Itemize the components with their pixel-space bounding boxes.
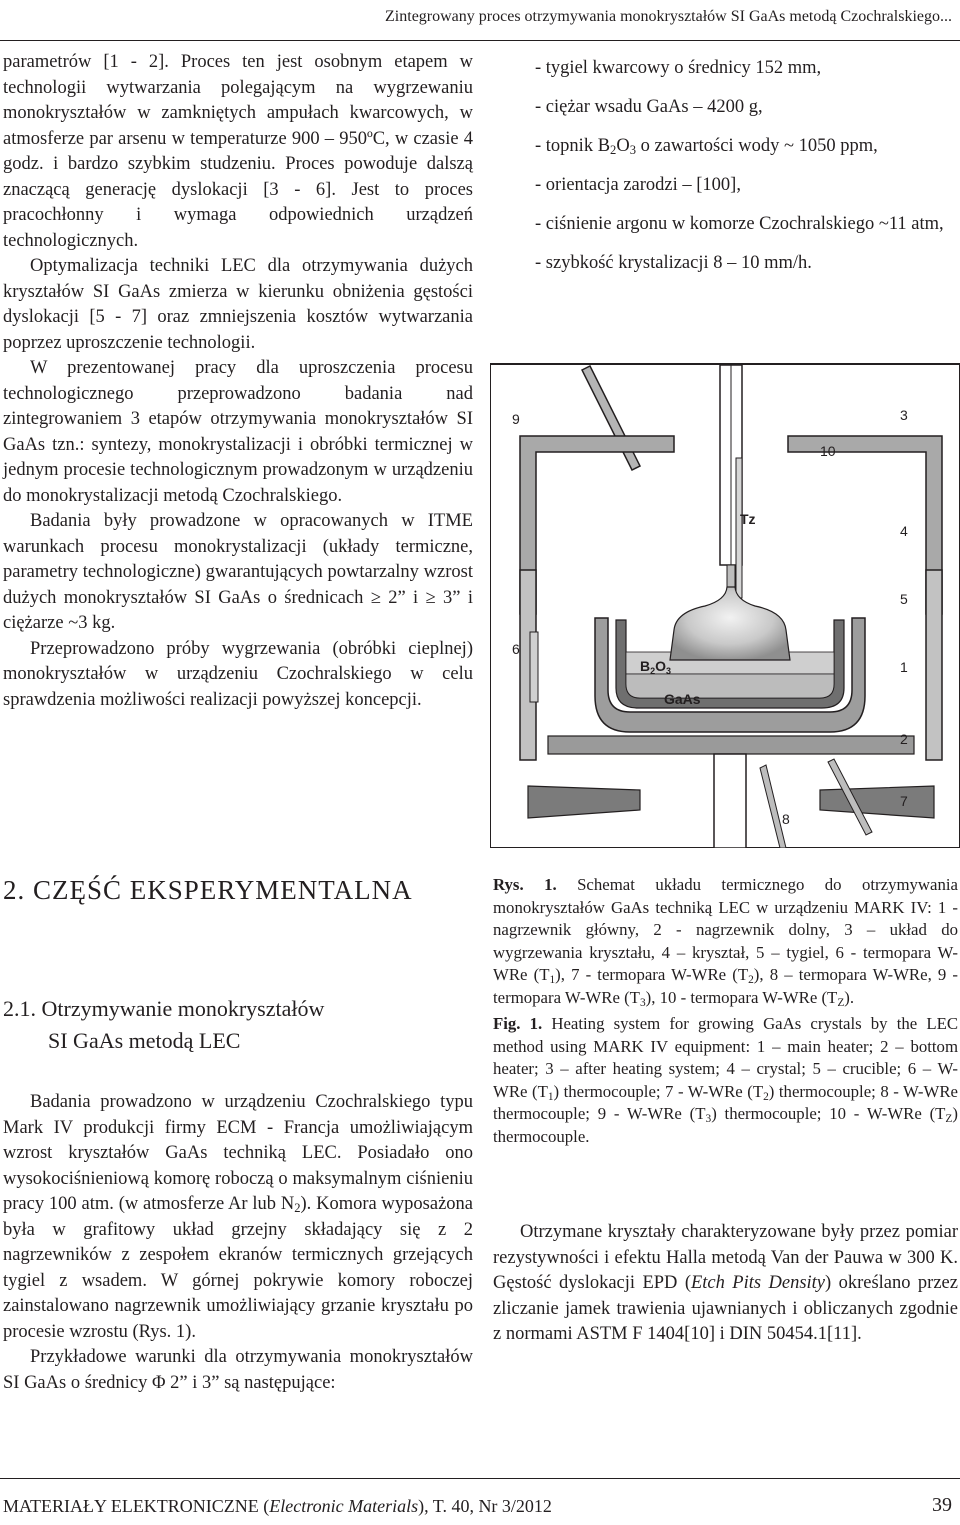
paragraph: Badania były prowadzone w opracowanych w ITME warunkach procesu monokrystalizacji (układy termiczne, parametry technologiczne) gwarantujących powtarzalny wzrost dużych monokryształów SI GaAs o średnicach ≥ 2” i ≥ 3” i ciężarze ~3 kg. [3,511,473,633]
param-argon: - ciśnienie argonu w komorze Czochralskiego ~11 atm, [535,214,944,234]
thermocouple-10 [736,458,742,598]
shield-right [926,570,942,760]
growth-parameters-list [535,56,955,290]
label-7: 7 [900,793,908,809]
paragraph: W prezentowanej pracy dla uproszczenia procesu technologicznego przeprowadzono badania nad zintegrowaniem 3 etapów otrzymywania monokryształów SI GaAs tzn.: syntezy, monokrystalizacji i obróbki termicznej w jednym procesie technologicznym prowadzonym w urządzeniu do monokrystalizacji metodą Czochralskiego. [3,358,473,506]
page-number: 39 [932,1494,952,1516]
paragraph: parametrów [1 - 2]. Proces ten jest osobnym etapem w technologii wytwarzania polegającym na wygrzewaniu monokryształów w zamkniętych ampułach kwarcowych, w atmosferze par arsenu w temperaturze 900 – 950ºC, w czasie 4 godz. i bardzo szybkim studzeniu. Proces powoduje dalszą znaczącą generację dyslokacji [3 - 6]. Jest to proces pracochłonny i wymaga odpowiednich urządzeń technologicznych. [3,52,473,251]
paragraph: Otrzymane kryształy charakteryzowane były przez pomiar rezystywności i efektu Halla metodą Van der Pauwa w 300 K. Gęstość dyslokacji EPD (Etch Pits Density) określano przez zliczanie jamek trawienia ujawnianych i obliczanych zgodnie z normami ASTM F 1404[10] i DIN 50454.1[11]. [493,1222,958,1344]
bottom-heater [548,736,914,754]
gaas-melt [626,674,834,698]
param-charge: - ciężar wsadu GaAs – 4200 g, [535,97,763,117]
journal-footer: MATERIAŁY ELEKTRONICZNE (Electronic Materials), T. 40, Nr 3/2012 [3,1496,552,1516]
paragraph: Badania prowadzono w urządzeniu Czochralskiego typu Mark IV produkcji firmy ECM - Francja umożliwiającym wzrost kryształów GaAs techniką LEC. Posiadało ono wysokociśnieniową komorę roboczą o maksymalnym ciśnieniu pracy 100 atm. (w atmosferze Ar lub $N_2$). Komora wyposażona była w grafitowy układ grzejny składający się z 2 nagrzewników z zespołem ekranów termicznych grzejących tygiel z wsadem. W górnej pokrywie komory roboczej zainstalowano nagrzewnik umożliwiający grzanie kryształu po procesie wzrostu (Rys. 1). [3,1092,473,1342]
thermocouple-6 [530,632,538,702]
label-9: 9 [512,411,520,427]
header-rule [0,40,960,41]
seed [727,565,735,587]
figure-heating-system-diagram [490,360,960,848]
label-5: 5 [900,591,908,607]
figure-caption [493,874,958,1152]
label-8: 8 [782,811,790,827]
label-tz: Tz [740,511,756,527]
crucible-shaft [714,754,746,848]
subsection-title: 2.1. Otrzymywanie monokryształów SI GaAs metodą LEC [3,996,325,1053]
param-flux: - topnik $B_2O_3$ o zawartości wody ~ 1050 ppm, [535,136,878,158]
paragraph: Przykładowe warunki dla otrzymywania monokryształów SI GaAs o średnicy Φ 2” i 3” są następujące: [3,1347,473,1393]
right-column-text-2 [493,1220,958,1348]
label-3: 3 [900,407,908,423]
param-seed: - orientacja zarodzi – [100], [535,175,741,195]
label-2: 2 [900,731,908,747]
label-10: 10 [820,443,836,459]
caption-polish: Rys. 1. Schemat układu termicznego do otrzymywania monokryształów GaAs techniką LEC w urządzeniu MARK IV: 1 - nagrzewnik główny, 2 - nagrzewnik dolny, 3 – układ do wygrzewania kryształu, 4 – kryształ, 5 – tygiel, 6 - termopara W-WRe $(T_1)$, 7 - termopara W-WRe $(T_2)$, 8 – termopara W-WRe, 9 - termopara W-WRe $(T_3)$, 10 - termopara W-WRe $(T_Z)$. [493,875,958,1009]
param-speed: - szybkość krystalizacji 8 – 10 mm/h. [535,253,812,273]
label-gaas: GaAs [664,691,701,707]
label-b2o3: $B_2O_3$ [640,658,672,676]
paragraph: Optymalizacja techniki LEC dla otrzymywania dużych kryształów SI GaAs zmierza w kierunku obniżenia gęstości dyslokacji [5 - 7] oraz zmniejszenia kosztów wytwarzania poprzez uproszczenie technologii. [3,256,473,353]
left-column-text [3,50,473,713]
running-head: Zintegrowany proces otrzymywania monokryształów SI GaAs metodą Czochralskiego... [385,8,952,25]
section-title: 2. CZĘŚĆ EKSPERYMENTALNA [3,875,413,905]
caption-english: Fig. 1. Heating system for growing GaAs crystals by the LEC method using MARK IV equipment: 1 – main heater; 2 – bottom heater; 3 – after heating system; 4 – crystal; 5 – crucible; 6 – W-WRe $(T_1)$ thermocouple; 7 - W-WRe $(T_2)$ thermocouple; 8 - W-WRe thermocouple; 9 - W-WRe $(T_3)$ thermocouple; 10 - W-WRe $(T_Z)$ thermocouple. [493,1014,959,1146]
label-6: 6 [512,641,520,657]
footer-rule [0,1478,960,1479]
left-column-text-2 [3,1090,473,1396]
label-1: 1 [900,659,908,675]
paragraph: Przeprowadzono próby wygrzewania (obróbki cieplnej) monokryształów w urządzeniu Czochralskiego w celu sprawdzenia możliwości realizacji powyższej koncepcji. [3,638,473,710]
param-crucible: - tygiel kwarcowy o średnicy 152 mm, [535,58,822,78]
label-4: 4 [900,523,908,539]
